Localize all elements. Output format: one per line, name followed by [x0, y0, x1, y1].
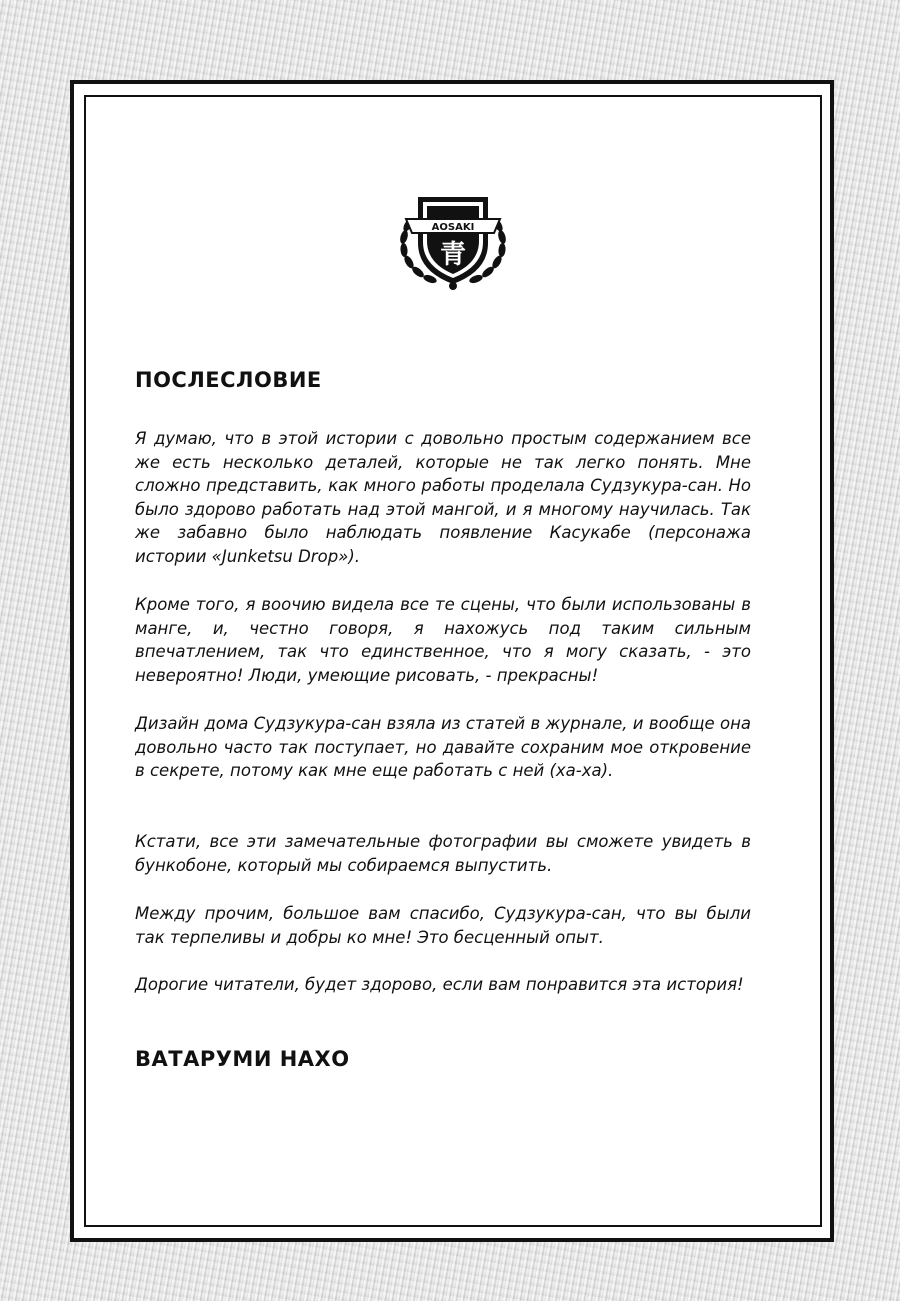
crest-banner-text: AOSAKI [431, 222, 475, 233]
paragraph: Кстати, все эти замечательные фотографии вы сможете увидеть в бункобоне, который мы собираемся выпустить. [135, 832, 751, 875]
afterword-page [86, 97, 820, 1225]
author-signature: ВАТАРУМИ НАХО [135, 1047, 350, 1071]
paragraph: Между прочим, большое вам спасибо, Судзукура-сан, что вы были так терпеливы и добры ко мне! Это бесценный опыт. [135, 904, 751, 947]
paragraph: Дорогие читатели, будет здорово, если вам понравится эта история! [135, 975, 744, 994]
crest-kanji: 青 [439, 240, 467, 270]
page-title: ПОСЛЕСЛОВИЕ [135, 368, 322, 392]
school-crest-icon [388, 185, 518, 295]
paragraph: Дизайн дома Судзукура-сан взяла из статей в журнале, и вообще она довольно часто так поступает, но давайте сохраним мое откровение в секрете, потому как мне еще работать с ней (ха-ха). [135, 714, 751, 781]
paragraph: Кроме того, я воочию видела все те сцены, что были использованы в манге, и, честно говоря, я нахожусь под таким сильным впечатлением, так что единственное, что я могу сказать, - это невероятно! Люди, умеющие рисовать, - прекрасны! [135, 595, 751, 685]
paragraph: Я думаю, что в этой истории с довольно простым содержанием все же есть несколько деталей, которые не так легко понять. Мне сложно представить, как много работы проделала Судзукура-сан. Но было здорово работать над этой мангой, и я многому научилась. Так же забавно было наблюдать появление Касукабе (персонажа истории «Junketsu Drop»). [135, 429, 751, 566]
